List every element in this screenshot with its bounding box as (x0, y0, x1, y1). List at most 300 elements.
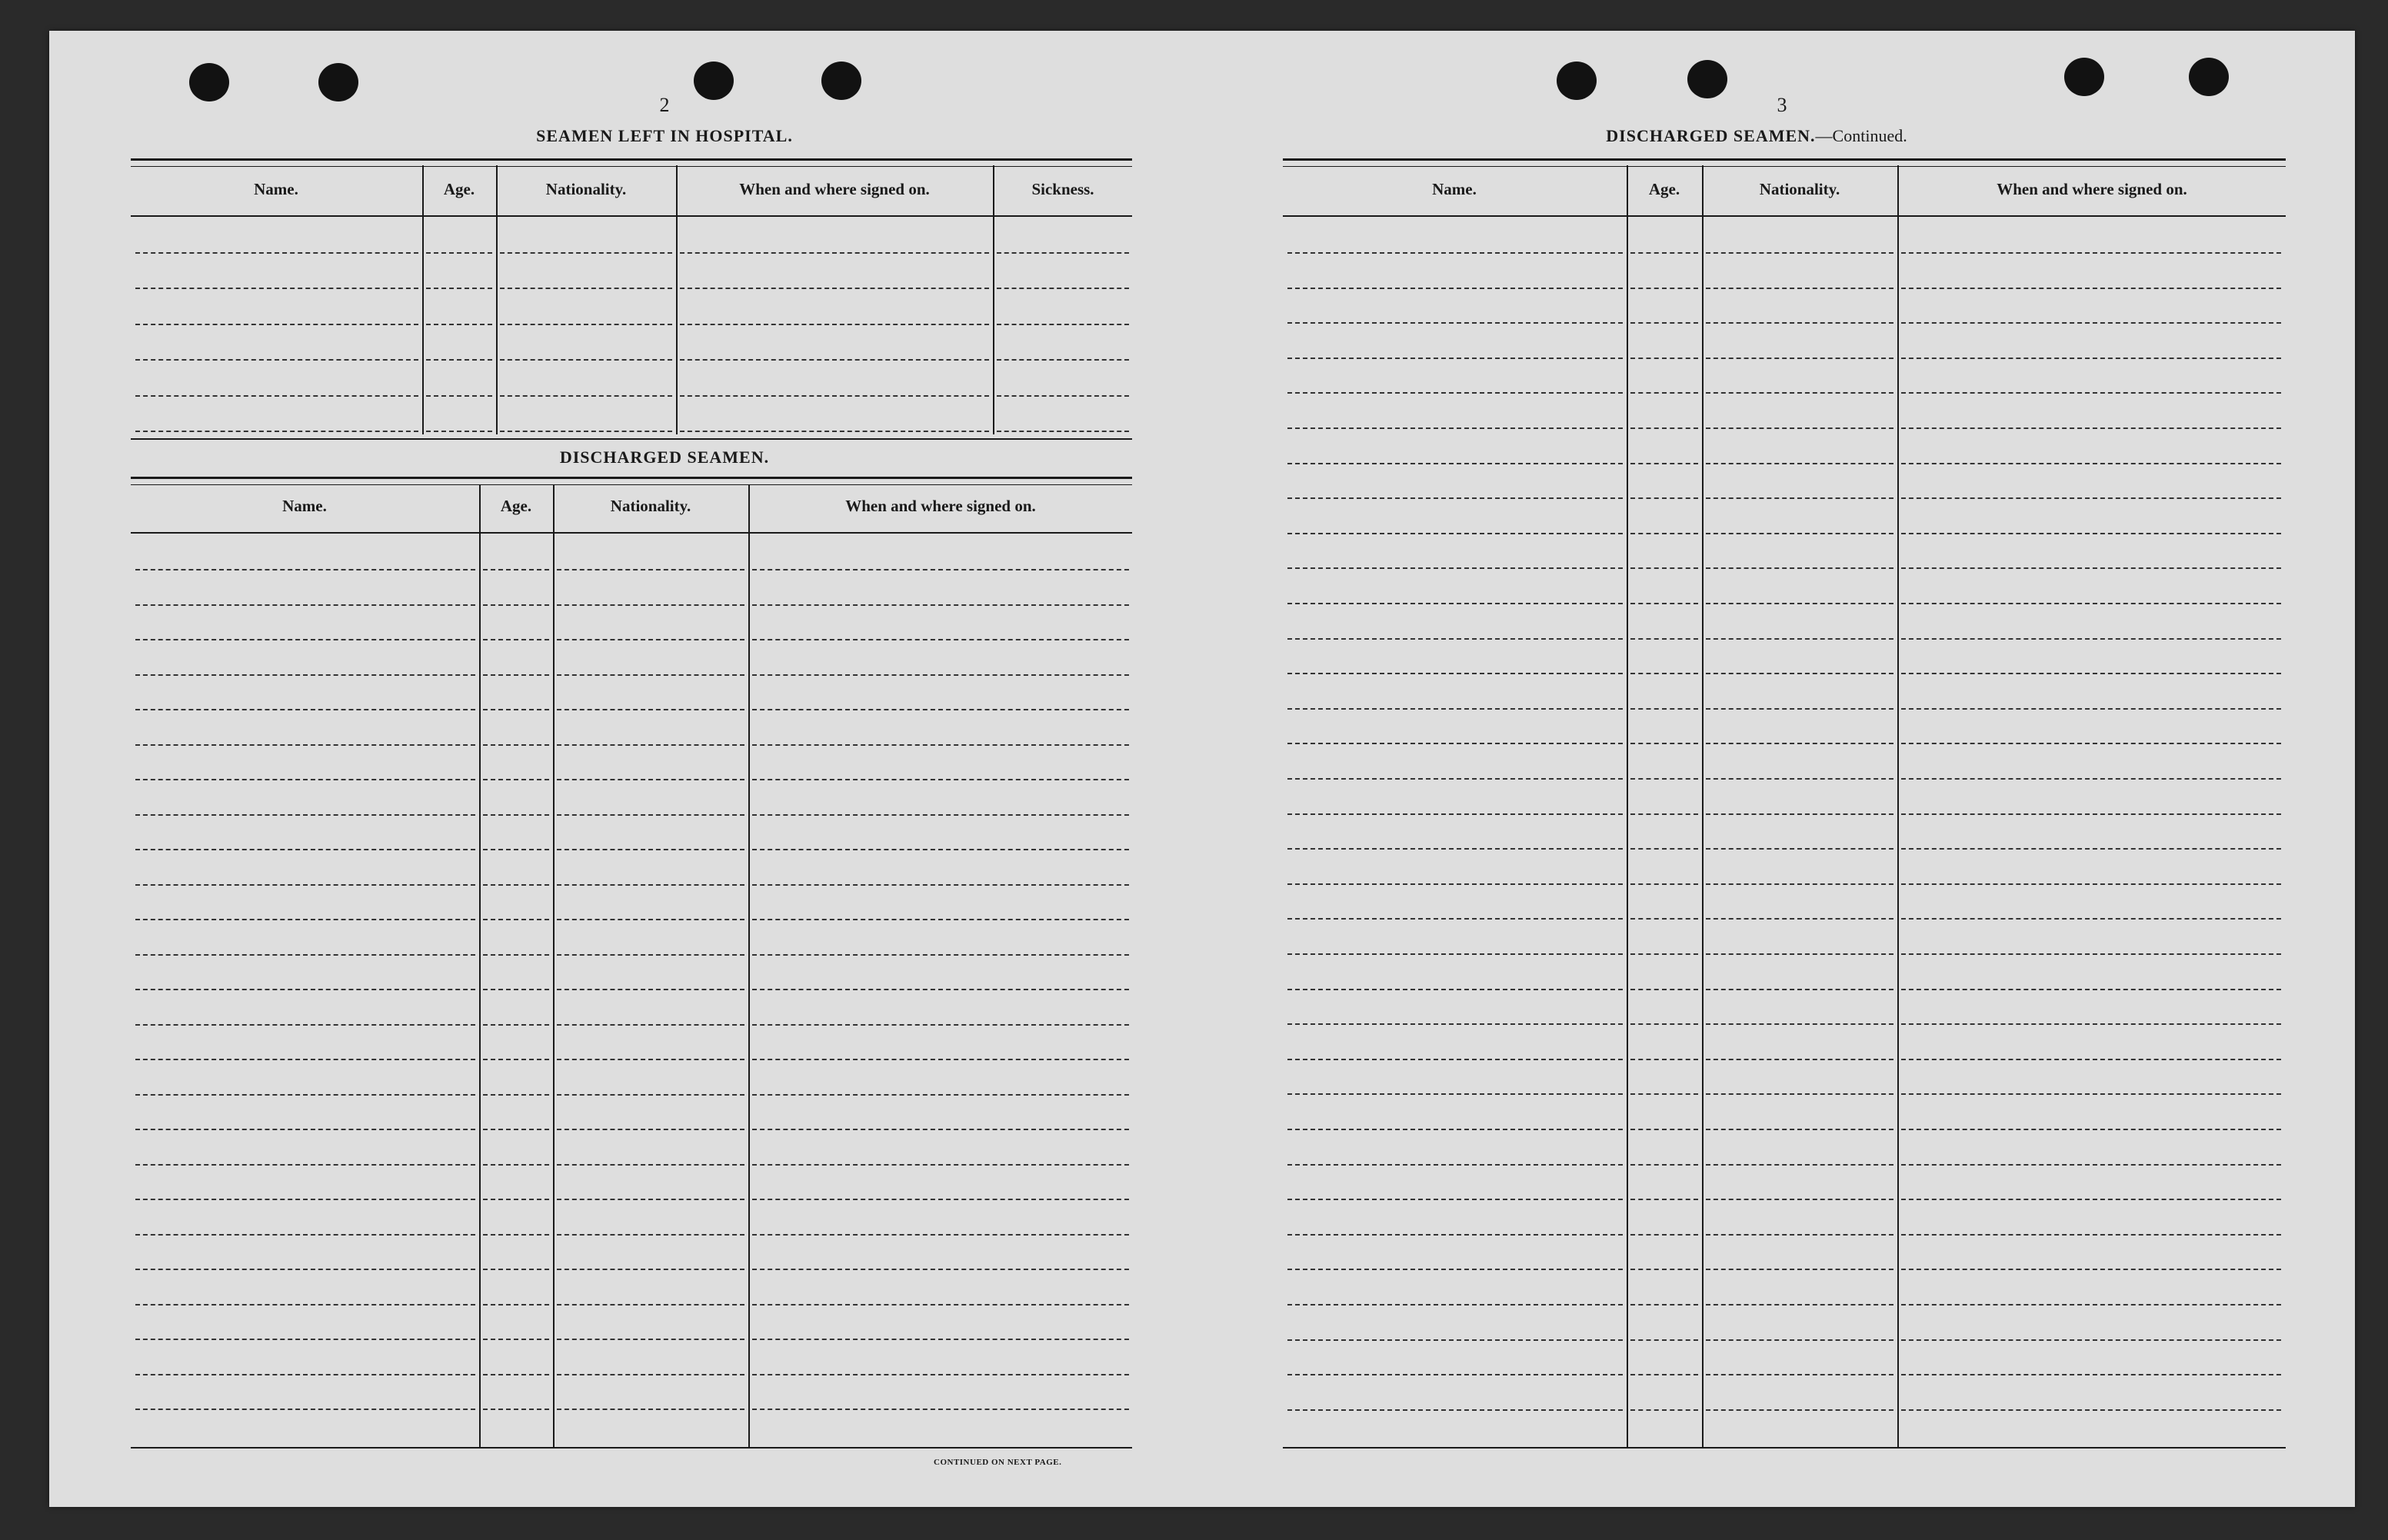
ruled-line (752, 1059, 1129, 1060)
ruled-line (752, 1269, 1129, 1270)
ruled-line (557, 674, 744, 676)
ruled-line (752, 1129, 1129, 1130)
ruled-line (483, 884, 549, 886)
ruled-line (1287, 673, 1623, 674)
ruled-line (1287, 322, 1623, 324)
ruled-line (135, 884, 475, 886)
ruled-line (557, 1024, 744, 1026)
ruled-line (1901, 427, 2281, 429)
ruled-line (483, 1199, 549, 1200)
ruled-line (1287, 1339, 1623, 1341)
ruled-line (135, 674, 475, 676)
ruled-line (1706, 1374, 1893, 1375)
hospital-divider (676, 165, 678, 434)
ruled-line (1630, 638, 1698, 640)
ruled-line (1901, 1093, 2281, 1095)
ruled-line (1706, 1339, 1893, 1341)
ruled-line (1901, 463, 2281, 464)
ruled-line (1287, 1093, 1623, 1095)
ruled-line (1630, 1374, 1698, 1375)
ruled-line (1630, 1023, 1698, 1025)
ruled-line (483, 1269, 549, 1270)
ruled-line (500, 252, 672, 254)
ruled-line (1630, 989, 1698, 990)
discharged-col-signed-on: When and where signed on. (845, 497, 1036, 515)
ruled-line (135, 1374, 475, 1375)
hospital-top-rule (131, 158, 1132, 167)
ruled-line (752, 849, 1129, 850)
ruled-line (557, 779, 744, 780)
ruled-line (752, 709, 1129, 710)
ruled-line (557, 604, 744, 606)
ruled-line (752, 1409, 1129, 1410)
discharged-continued-title-suffix: —Continued. (1815, 126, 1907, 145)
ruled-line (426, 288, 492, 289)
right-col-age: Age. (1648, 180, 1680, 198)
ruled-line (997, 252, 1129, 254)
ruled-line (1706, 288, 1893, 289)
form-sheet (49, 31, 2355, 1507)
ruled-line (426, 395, 492, 397)
ruled-line (680, 431, 989, 432)
ruled-line (1287, 743, 1623, 744)
ruled-line (997, 359, 1129, 361)
discharged-section-title: DISCHARGED SEAMEN. (559, 447, 770, 467)
ruled-line (1287, 1023, 1623, 1025)
ruled-line (135, 324, 418, 325)
ruled-line (1706, 673, 1893, 674)
punch-hole-icon (1687, 60, 1727, 98)
ruled-line (557, 1199, 744, 1200)
ruled-line (1630, 358, 1698, 359)
ruled-line (1630, 743, 1698, 744)
ruled-line (483, 709, 549, 710)
ruled-line (1287, 708, 1623, 710)
ruled-line (483, 919, 549, 920)
ruled-line (1630, 1164, 1698, 1166)
ruled-line (557, 1374, 744, 1375)
ruled-line (1630, 1409, 1698, 1411)
ruled-line (483, 1164, 549, 1166)
ruled-line (1287, 953, 1623, 955)
ruled-line (483, 1339, 549, 1340)
ruled-line (752, 779, 1129, 780)
ruled-line (1630, 918, 1698, 920)
ruled-line (1901, 1409, 2281, 1411)
ruled-line (752, 1374, 1129, 1375)
ruled-line (1706, 813, 1893, 815)
ruled-line (752, 744, 1129, 746)
ruled-line (1901, 1023, 2281, 1025)
ruled-line (1706, 497, 1893, 499)
ruled-line (752, 1234, 1129, 1236)
ruled-line (1706, 918, 1893, 920)
ruled-line (483, 849, 549, 850)
ruled-line (557, 1164, 744, 1166)
ruled-line (483, 1409, 549, 1410)
ruled-line (557, 814, 744, 816)
ruled-line (1287, 392, 1623, 394)
ruled-line (752, 989, 1129, 990)
ruled-line (1901, 1304, 2281, 1306)
ruled-line (1901, 743, 2281, 744)
ruled-line (500, 324, 672, 325)
discharged-divider (748, 484, 750, 1447)
ruled-line (752, 954, 1129, 956)
punch-hole-icon (318, 63, 358, 101)
ruled-line (500, 431, 672, 432)
ruled-line (1706, 708, 1893, 710)
ruled-line (680, 359, 989, 361)
right-page-number: 3 (1777, 94, 1787, 116)
ruled-line (1706, 1059, 1893, 1060)
ruled-line (135, 1164, 475, 1166)
ruled-line (1287, 288, 1623, 289)
ruled-line (1706, 427, 1893, 429)
ruled-line (135, 1339, 475, 1340)
ruled-line (557, 569, 744, 570)
ruled-line (1630, 322, 1698, 324)
right-col-name: Name. (1432, 180, 1477, 198)
ruled-line (752, 1164, 1129, 1166)
ruled-line (1287, 918, 1623, 920)
ruled-line (1630, 953, 1698, 955)
discharged-divider (479, 484, 481, 1447)
ruled-line (1287, 252, 1623, 254)
ruled-line (997, 431, 1129, 432)
ruled-line (135, 431, 418, 432)
ruled-line (1630, 533, 1698, 534)
discharged-col-nationality: Nationality. (610, 497, 691, 515)
ruled-line (680, 395, 989, 397)
ruled-line (1706, 1409, 1893, 1411)
ruled-line (1287, 813, 1623, 815)
ruled-line (1901, 322, 2281, 324)
ruled-line (1706, 1234, 1893, 1236)
ruled-line (135, 359, 418, 361)
ruled-line (1706, 252, 1893, 254)
ruled-line (483, 604, 549, 606)
ruled-line (1630, 1199, 1698, 1200)
ruled-line (1630, 1304, 1698, 1306)
ruled-line (1287, 638, 1623, 640)
ruled-line (1901, 918, 2281, 920)
ruled-line (1706, 848, 1893, 850)
ruled-line (680, 252, 989, 254)
ruled-line (1901, 673, 2281, 674)
ruled-line (1706, 883, 1893, 885)
discharged-divider (553, 484, 555, 1447)
ruled-line (557, 884, 744, 886)
ruled-line (557, 1129, 744, 1130)
ruled-line (752, 814, 1129, 816)
left-page-number: 2 (659, 94, 670, 116)
ruled-line (483, 1024, 549, 1026)
ruled-line (557, 1304, 744, 1306)
right-top-rule (1283, 158, 2286, 167)
ruled-line (1706, 1023, 1893, 1025)
ruled-line (1287, 883, 1623, 885)
right-bottom-rule (1283, 1447, 2286, 1449)
ruled-line (1706, 533, 1893, 534)
discharged-col-age: Age. (500, 497, 532, 515)
ruled-line (557, 1234, 744, 1236)
ruled-line (997, 288, 1129, 289)
ruled-line (135, 779, 475, 780)
hospital-col-age: Age. (443, 180, 475, 198)
punch-hole-icon (189, 63, 229, 101)
ruled-line (557, 1059, 744, 1060)
ruled-line (1901, 533, 2281, 534)
ruled-line (135, 709, 475, 710)
ruled-line (557, 639, 744, 640)
ruled-line (1287, 1199, 1623, 1200)
discharged-continued-title (1541, 126, 1972, 146)
ruled-line (557, 744, 744, 746)
discharged-continued-title-main: DISCHARGED SEAMEN. (1606, 126, 1816, 145)
ruled-line (1901, 252, 2281, 254)
continued-note: CONTINUED ON NEXT PAGE. (934, 1458, 1062, 1467)
ruled-line (752, 1339, 1129, 1340)
punch-hole-icon (1557, 62, 1597, 100)
ruled-line (1901, 392, 2281, 394)
ruled-line (1630, 708, 1698, 710)
punch-hole-icon (2064, 58, 2104, 96)
ruled-line (1901, 1339, 2281, 1341)
ruled-line (1630, 497, 1698, 499)
ruled-line (557, 1269, 744, 1270)
hospital-divider (422, 165, 424, 434)
ruled-line (135, 744, 475, 746)
ruled-line (483, 639, 549, 640)
hospital-divider (993, 165, 994, 434)
hospital-section-title: SEAMEN LEFT IN HOSPITAL. (536, 126, 793, 145)
ruled-line (1630, 848, 1698, 850)
ruled-line (1287, 533, 1623, 534)
ruled-line (1630, 392, 1698, 394)
punch-hole-icon (821, 62, 861, 100)
right-divider (1627, 165, 1628, 1447)
ruled-line (1630, 427, 1698, 429)
ruled-line (1706, 392, 1893, 394)
ruled-line (1706, 1199, 1893, 1200)
ruled-line (1630, 1129, 1698, 1130)
ruled-line (752, 1094, 1129, 1096)
ruled-line (557, 954, 744, 956)
ruled-line (1706, 1093, 1893, 1095)
ruled-line (1287, 778, 1623, 780)
ruled-line (1901, 1164, 2281, 1166)
ruled-line (483, 1059, 549, 1060)
ruled-line (483, 1094, 549, 1096)
ruled-line (135, 919, 475, 920)
ruled-line (135, 288, 418, 289)
ruled-line (752, 639, 1129, 640)
ruled-line (1706, 567, 1893, 569)
ruled-line (1630, 288, 1698, 289)
ruled-line (483, 1374, 549, 1375)
ruled-line (752, 569, 1129, 570)
ruled-line (426, 431, 492, 432)
ruled-line (1630, 567, 1698, 569)
ruled-line (1287, 358, 1623, 359)
ruled-line (135, 814, 475, 816)
ruled-line (1287, 1234, 1623, 1236)
ruled-line (483, 1234, 549, 1236)
ruled-line (1901, 953, 2281, 955)
ruled-line (1706, 1304, 1893, 1306)
ruled-line (1630, 673, 1698, 674)
ruled-line (1706, 322, 1893, 324)
ruled-line (1630, 813, 1698, 815)
ruled-line (135, 1129, 475, 1130)
ruled-line (1901, 567, 2281, 569)
right-col-signed-on: When and where signed on. (1997, 180, 2187, 198)
ruled-line (500, 359, 672, 361)
ruled-line (1706, 953, 1893, 955)
ruled-line (1706, 1129, 1893, 1130)
ruled-line (1706, 778, 1893, 780)
ruled-line (1901, 603, 2281, 604)
ruled-line (997, 324, 1129, 325)
discharged-bottom-rule (131, 1447, 1132, 1449)
ruled-line (426, 252, 492, 254)
ruled-line (483, 1304, 549, 1306)
ruled-line (135, 1024, 475, 1026)
ruled-line (135, 1409, 475, 1410)
ruled-line (1901, 1234, 2281, 1236)
ruled-line (752, 1304, 1129, 1306)
ruled-line (1287, 427, 1623, 429)
ruled-line (1901, 288, 2281, 289)
ruled-line (1287, 567, 1623, 569)
ruled-line (1630, 463, 1698, 464)
ruled-line (997, 395, 1129, 397)
ruled-line (752, 1024, 1129, 1026)
ruled-line (1706, 743, 1893, 744)
ruled-line (483, 954, 549, 956)
hospital-col-sickness: Sickness. (1031, 180, 1094, 198)
ruled-line (1287, 497, 1623, 499)
ruled-line (135, 569, 475, 570)
ruled-line (135, 252, 418, 254)
ruled-line (1287, 1269, 1623, 1270)
ruled-line (1901, 638, 2281, 640)
ruled-line (1706, 463, 1893, 464)
ruled-line (483, 814, 549, 816)
ruled-line (483, 989, 549, 990)
ruled-line (752, 1199, 1129, 1200)
ruled-line (483, 744, 549, 746)
ruled-line (500, 395, 672, 397)
discharged-col-name: Name. (282, 497, 327, 515)
ruled-line (1287, 603, 1623, 604)
ruled-line (135, 1199, 475, 1200)
ruled-line (680, 324, 989, 325)
ruled-line (426, 324, 492, 325)
ruled-line (135, 604, 475, 606)
right-divider (1897, 165, 1899, 1447)
ruled-line (557, 1339, 744, 1340)
ruled-line (1901, 1269, 2281, 1270)
punch-hole-icon (2189, 58, 2229, 96)
ruled-line (1287, 848, 1623, 850)
ruled-line (1630, 1093, 1698, 1095)
ruled-line (557, 1409, 744, 1410)
ruled-line (135, 639, 475, 640)
ruled-line (1630, 252, 1698, 254)
ruled-line (135, 954, 475, 956)
ruled-line (752, 884, 1129, 886)
ruled-line (426, 359, 492, 361)
ruled-line (1630, 1339, 1698, 1341)
ruled-line (1287, 1374, 1623, 1375)
ruled-line (680, 288, 989, 289)
ruled-line (1630, 778, 1698, 780)
ruled-line (752, 604, 1129, 606)
right-divider (1702, 165, 1704, 1447)
ruled-line (1706, 638, 1893, 640)
ruled-line (483, 569, 549, 570)
ruled-line (1287, 1059, 1623, 1060)
ruled-line (752, 919, 1129, 920)
ruled-line (1287, 1409, 1623, 1411)
right-col-nationality: Nationality. (1759, 180, 1840, 198)
ruled-line (1901, 848, 2281, 850)
ruled-line (1630, 1234, 1698, 1236)
ruled-line (135, 1059, 475, 1060)
ruled-line (1287, 463, 1623, 464)
ruled-line (1630, 1059, 1698, 1060)
ruled-line (1901, 1059, 2281, 1060)
ruled-line (483, 779, 549, 780)
hospital-col-nationality: Nationality. (545, 180, 627, 198)
hospital-col-signed-on: When and where signed on. (739, 180, 930, 198)
ruled-line (1901, 883, 2281, 885)
ruled-line (557, 919, 744, 920)
hospital-divider (496, 165, 498, 434)
ruled-line (135, 1269, 475, 1270)
ruled-line (1630, 603, 1698, 604)
ruled-line (557, 1094, 744, 1096)
ruled-line (1287, 989, 1623, 990)
ruled-line (1630, 1269, 1698, 1270)
ruled-line (557, 989, 744, 990)
discharged-top-rule (131, 477, 1132, 485)
ruled-line (1901, 497, 2281, 499)
ruled-line (1287, 1129, 1623, 1130)
ruled-line (1901, 1129, 2281, 1130)
ruled-line (483, 674, 549, 676)
ruled-line (1706, 1269, 1893, 1270)
hospital-bottom-rule (131, 438, 1132, 440)
ruled-line (557, 709, 744, 710)
ruled-line (1706, 1164, 1893, 1166)
ruled-line (557, 849, 744, 850)
ruled-line (135, 1304, 475, 1306)
ruled-line (135, 1234, 475, 1236)
ruled-line (135, 395, 418, 397)
ruled-line (1901, 358, 2281, 359)
hospital-col-name: Name. (254, 180, 298, 198)
ruled-line (1901, 1199, 2281, 1200)
ruled-line (1901, 989, 2281, 990)
ruled-line (500, 288, 672, 289)
ruled-line (135, 989, 475, 990)
ruled-line (752, 674, 1129, 676)
hospital-header-rule (131, 215, 1132, 217)
ruled-line (1901, 813, 2281, 815)
